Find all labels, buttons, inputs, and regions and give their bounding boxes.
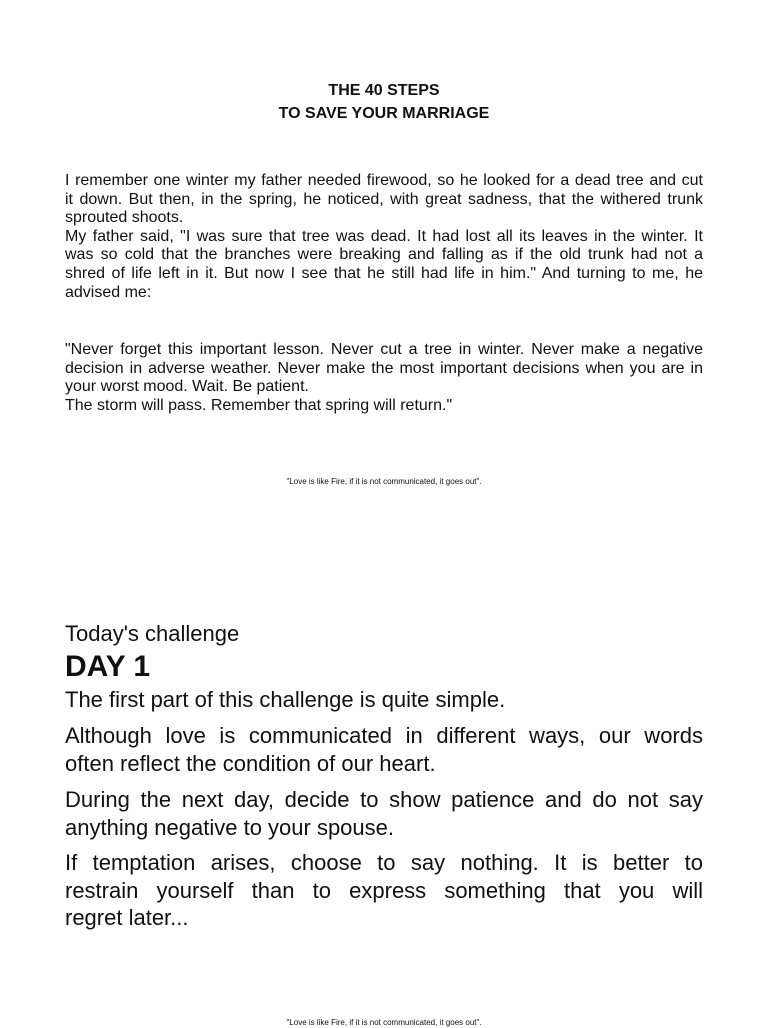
challenge-line: If temptation arises, choose to say nothing. It is better to xyxy=(65,850,703,875)
story-line: My father said, "I was sure that tree was dead. It had lost all its leaves in the winter. It xyxy=(65,227,703,245)
story-line: was so cold that the branches were breaking and falling as if the old trunk had not a xyxy=(65,246,703,264)
story-line: shred of life left in it. But now I see that he still had life in him." And turning to me, he xyxy=(65,264,703,282)
story-line: it down. But then, in the spring, he noticed, with great sadness, that the withered trunk xyxy=(65,190,703,208)
advice-line: decision in adverse weather. Never make the most important decisions when you are in xyxy=(65,359,703,377)
advice-line: The storm will pass. Remember that spring will return." xyxy=(65,396,453,414)
story-line: sprouted shoots. xyxy=(65,209,184,227)
story-line: I remember one winter my father needed firewood, so he looked for a dead tree and cut xyxy=(65,172,703,189)
challenge-paragraph-3 xyxy=(65,786,703,841)
challenge-paragraph-2 xyxy=(65,722,703,777)
advice-line: your worst mood. Wait. Be patient. xyxy=(65,378,309,396)
challenge-line: regret later... xyxy=(65,905,189,930)
challenge-label: Today's challenge xyxy=(65,621,240,646)
challenge-line: restrain yourself than to express something that you will xyxy=(65,877,703,903)
day-heading: DAY 1 xyxy=(65,650,151,683)
love-quote: "Love is like Fire, if it is not communicated, it goes out". xyxy=(286,477,482,486)
footer-quote: "Love is like Fire, if it is not communicated, it goes out". xyxy=(286,1018,482,1027)
advice-line: "Never forget this important lesson. Never cut a tree in winter. Never make a negative xyxy=(65,341,703,358)
challenge-line: Although love is communicated in different ways, our words xyxy=(65,723,703,748)
challenge-line: The first part of this challenge is quite simple. xyxy=(65,687,506,712)
challenge-line: often reflect the condition of our heart. xyxy=(65,750,436,776)
document-title-line-2: TO SAVE YOUR MARRIAGE xyxy=(278,105,490,122)
story-line: advised me: xyxy=(65,283,152,301)
challenge-line: During the next day, decide to show patience and do not say xyxy=(65,787,703,812)
story-paragraph xyxy=(65,172,703,302)
advice-paragraph xyxy=(65,341,703,415)
challenge-line: anything negative to your spouse. xyxy=(65,814,395,840)
document-title-line-1: THE 40 STEPS xyxy=(328,82,440,99)
challenge-paragraph-4 xyxy=(65,849,703,932)
challenge-paragraph-1 xyxy=(65,686,703,714)
